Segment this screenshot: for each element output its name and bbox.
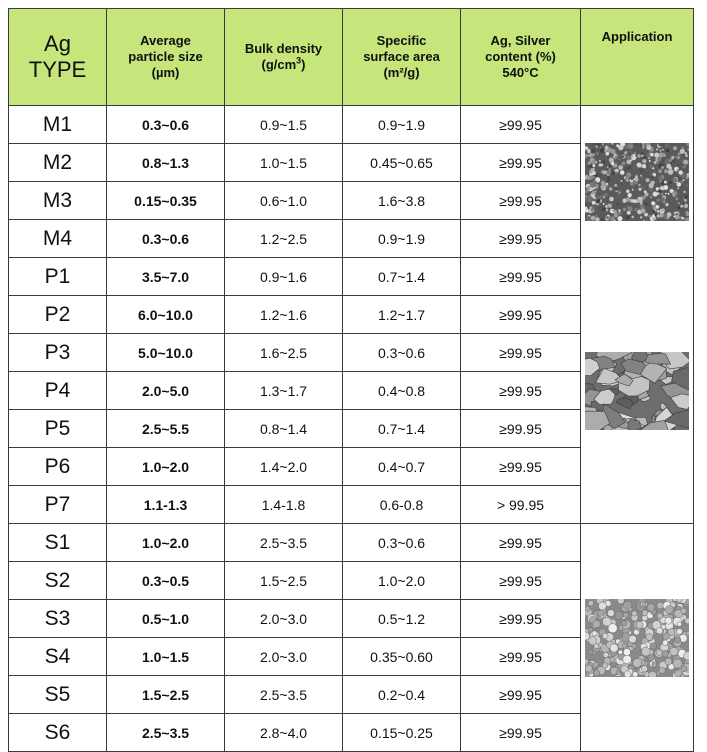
cell-bulk: 1.4~2.0	[225, 448, 343, 486]
cell-type: M3	[9, 182, 107, 220]
header-bulk-unit: (g/cm	[261, 57, 297, 72]
header-specific-surface-area	[343, 9, 461, 106]
header-ssa-line2: surface area	[363, 49, 440, 64]
cell-type: P2	[9, 296, 107, 334]
cell-bulk: 0.6~1.0	[225, 182, 343, 220]
cell-ssa: 0.4~0.7	[343, 448, 461, 486]
cell-type: S4	[9, 638, 107, 676]
cell-avg: 5.0~10.0	[107, 334, 225, 372]
cell-ag: > 99.95	[461, 486, 581, 524]
cell-ssa: 0.45~0.65	[343, 144, 461, 182]
table-row	[9, 524, 694, 562]
cell-avg: 2.5~3.5	[107, 714, 225, 752]
cell-bulk: 2.0~3.0	[225, 638, 343, 676]
header-bulk-unit-sup: 3	[296, 55, 302, 66]
cell-bulk: 1.5~2.5	[225, 562, 343, 600]
application-cell	[581, 106, 694, 258]
cell-ssa: 0.9~1.9	[343, 220, 461, 258]
cell-avg: 1.0~2.0	[107, 524, 225, 562]
cell-avg: 2.5~5.5	[107, 410, 225, 448]
cell-ag: ≥99.95	[461, 676, 581, 714]
cell-ag: ≥99.95	[461, 372, 581, 410]
cell-bulk: 1.6~2.5	[225, 334, 343, 372]
application-cell	[581, 258, 694, 524]
sem-image-s-series	[585, 599, 689, 677]
cell-ssa: 0.2~0.4	[343, 676, 461, 714]
cell-ssa: 1.2~1.7	[343, 296, 461, 334]
cell-ssa: 0.4~0.8	[343, 372, 461, 410]
header-ssa-line1: Specific	[376, 33, 427, 48]
cell-bulk: 0.8~1.4	[225, 410, 343, 448]
cell-ag: ≥99.95	[461, 106, 581, 144]
cell-type: S6	[9, 714, 107, 752]
application-cell	[581, 524, 694, 752]
cell-type: P6	[9, 448, 107, 486]
cell-avg: 0.3~0.5	[107, 562, 225, 600]
cell-type: P3	[9, 334, 107, 372]
cell-ag: ≥99.95	[461, 714, 581, 752]
cell-avg: 2.0~5.0	[107, 372, 225, 410]
cell-bulk: 2.8~4.0	[225, 714, 343, 752]
cell-avg: 0.15~0.35	[107, 182, 225, 220]
cell-bulk: 1.0~1.5	[225, 144, 343, 182]
cell-ag: ≥99.95	[461, 144, 581, 182]
cell-type: M4	[9, 220, 107, 258]
cell-ag: ≥99.95	[461, 448, 581, 486]
cell-ag: ≥99.95	[461, 410, 581, 448]
cell-avg: 1.0~1.5	[107, 638, 225, 676]
cell-avg: 0.3~0.6	[107, 220, 225, 258]
cell-ag: ≥99.95	[461, 296, 581, 334]
cell-ssa: 1.6~3.8	[343, 182, 461, 220]
cell-type: S5	[9, 676, 107, 714]
cell-ssa: 0.6-0.8	[343, 486, 461, 524]
cell-type: P7	[9, 486, 107, 524]
header-application: Application	[581, 9, 694, 106]
cell-bulk: 1.3~1.7	[225, 372, 343, 410]
table-row	[9, 258, 694, 296]
cell-ssa: 0.9~1.9	[343, 106, 461, 144]
sem-image-m-series	[585, 143, 689, 221]
cell-bulk: 1.2~1.6	[225, 296, 343, 334]
header-ag-line2: content (%)	[485, 49, 556, 64]
header-ag-line3: 540°C	[502, 65, 539, 80]
header-avg-line3: (µm)	[151, 65, 180, 80]
cell-avg: 0.8~1.3	[107, 144, 225, 182]
cell-ag: ≥99.95	[461, 220, 581, 258]
silver-powder-spec-table	[8, 8, 694, 752]
header-avg-line2: particle size	[128, 49, 203, 64]
header-ag-type-line2: TYPE	[28, 57, 87, 82]
cell-ag: ≥99.95	[461, 182, 581, 220]
cell-type: M2	[9, 144, 107, 182]
header-bulk-line1: Bulk density	[244, 41, 323, 56]
cell-ssa: 0.3~0.6	[343, 334, 461, 372]
cell-ag: ≥99.95	[461, 258, 581, 296]
cell-ssa: 1.0~2.0	[343, 562, 461, 600]
cell-type: M1	[9, 106, 107, 144]
cell-avg: 1.0~2.0	[107, 448, 225, 486]
cell-ssa: 0.7~1.4	[343, 258, 461, 296]
cell-avg: 1.1-1.3	[107, 486, 225, 524]
cell-ag: ≥99.95	[461, 562, 581, 600]
cell-ag: ≥99.95	[461, 524, 581, 562]
cell-ssa: 0.15~0.25	[343, 714, 461, 752]
header-ssa-line3: (m²/g)	[383, 65, 420, 80]
sem-image-p-series	[585, 352, 689, 430]
cell-bulk: 1.4-1.8	[225, 486, 343, 524]
cell-type: P1	[9, 258, 107, 296]
header-ag-type	[9, 9, 107, 106]
cell-bulk: 0.9~1.5	[225, 106, 343, 144]
cell-bulk: 0.9~1.6	[225, 258, 343, 296]
header-average-particle-size	[107, 9, 225, 106]
header-bulk-density	[225, 9, 343, 106]
cell-ssa: 0.3~0.6	[343, 524, 461, 562]
header-avg-line1: Average	[140, 33, 191, 48]
cell-bulk: 2.0~3.0	[225, 600, 343, 638]
cell-type: P5	[9, 410, 107, 448]
cell-avg: 0.3~0.6	[107, 106, 225, 144]
cell-avg: 0.5~1.0	[107, 600, 225, 638]
header-row	[9, 9, 694, 106]
header-ag-line1: Ag, Silver	[490, 33, 551, 48]
cell-ssa: 0.7~1.4	[343, 410, 461, 448]
header-bulk-unit-close: )	[301, 57, 306, 72]
cell-ag: ≥99.95	[461, 334, 581, 372]
cell-type: P4	[9, 372, 107, 410]
cell-ssa: 0.5~1.2	[343, 600, 461, 638]
cell-ag: ≥99.95	[461, 638, 581, 676]
cell-bulk: 2.5~3.5	[225, 676, 343, 714]
cell-bulk: 1.2~2.5	[225, 220, 343, 258]
cell-avg: 6.0~10.0	[107, 296, 225, 334]
cell-bulk: 2.5~3.5	[225, 524, 343, 562]
cell-avg: 1.5~2.5	[107, 676, 225, 714]
cell-type: S1	[9, 524, 107, 562]
cell-ssa: 0.35~0.60	[343, 638, 461, 676]
header-silver-content	[461, 9, 581, 106]
cell-type: S2	[9, 562, 107, 600]
table-row	[9, 106, 694, 144]
cell-ag: ≥99.95	[461, 600, 581, 638]
cell-avg: 3.5~7.0	[107, 258, 225, 296]
header-ag-type-line1: Ag	[44, 31, 71, 56]
cell-type: S3	[9, 600, 107, 638]
